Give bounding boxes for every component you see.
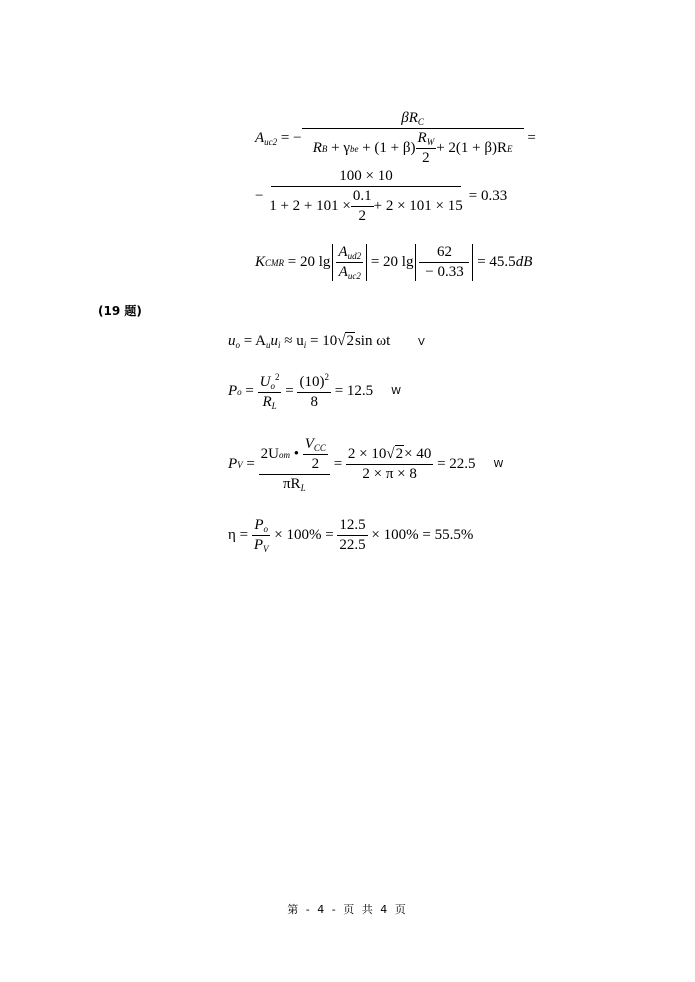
- equation-uo: $u_o = A_uu_i \approx u_i = 10√2\sin$ ωt V: [228, 333, 425, 350]
- equation-pv: P V = 2U om • $\frac{V_{CC}}{2}$ $\pi R_L$ = $\frac{2 \times 10√2\times 40}{2 \times \pi \times 8}$ = 22.5 W: [228, 436, 504, 493]
- unit-volt: V: [417, 337, 425, 348]
- auc2-fraction: $\beta R_C$ R B + γ be + (1 + β) $\frac{R_W}{2}$ + 2(1 + β)R E: [302, 110, 524, 167]
- numeric-fraction: 100 × 10 1 + 2 + 101 × $\frac{0.1}{2}$ + 2 × 101 × 15: [269, 168, 463, 224]
- section-label: (19 题): [98, 304, 142, 318]
- page-footer: 第 - 4 - 页 共 4 页: [287, 903, 408, 916]
- equation-eta: η = $\frac{P_o}{P_V}$ × 100% = $\frac{12.5}{22.5}$ × 100% = 55.5%: [228, 517, 474, 554]
- equation-kcmr: K CMR = 20 lg $\frac{A_{ud2}}{A_{uc2}}$ = 20 lg $\frac{62}{- 0.33}$ = 45.5 dB: [255, 244, 533, 281]
- pv-fraction: 2U om • $\frac{V_{CC}}{2}$ $\pi R_L$: [259, 436, 330, 493]
- equation-auc2-numeric: − 100 × 10 1 + 2 + 101 × $\frac{0.1}{2}$ + 2 × 101 × 15 = 0.33: [255, 168, 508, 224]
- equation-auc2: $A_{uc2}$ = − $\beta R_C$ R B + γ be + (1 + β) $\frac{R_W}{2}$ + 2(1 + β)R E =: [255, 110, 536, 166]
- equation-po: P o = $\frac{U_o^2}{R_L}$ = $\frac{(10)^2}{8}$ = 12.5 W: [228, 372, 402, 411]
- unit-watt: W: [391, 386, 402, 397]
- unit-watt-2: W: [493, 459, 504, 470]
